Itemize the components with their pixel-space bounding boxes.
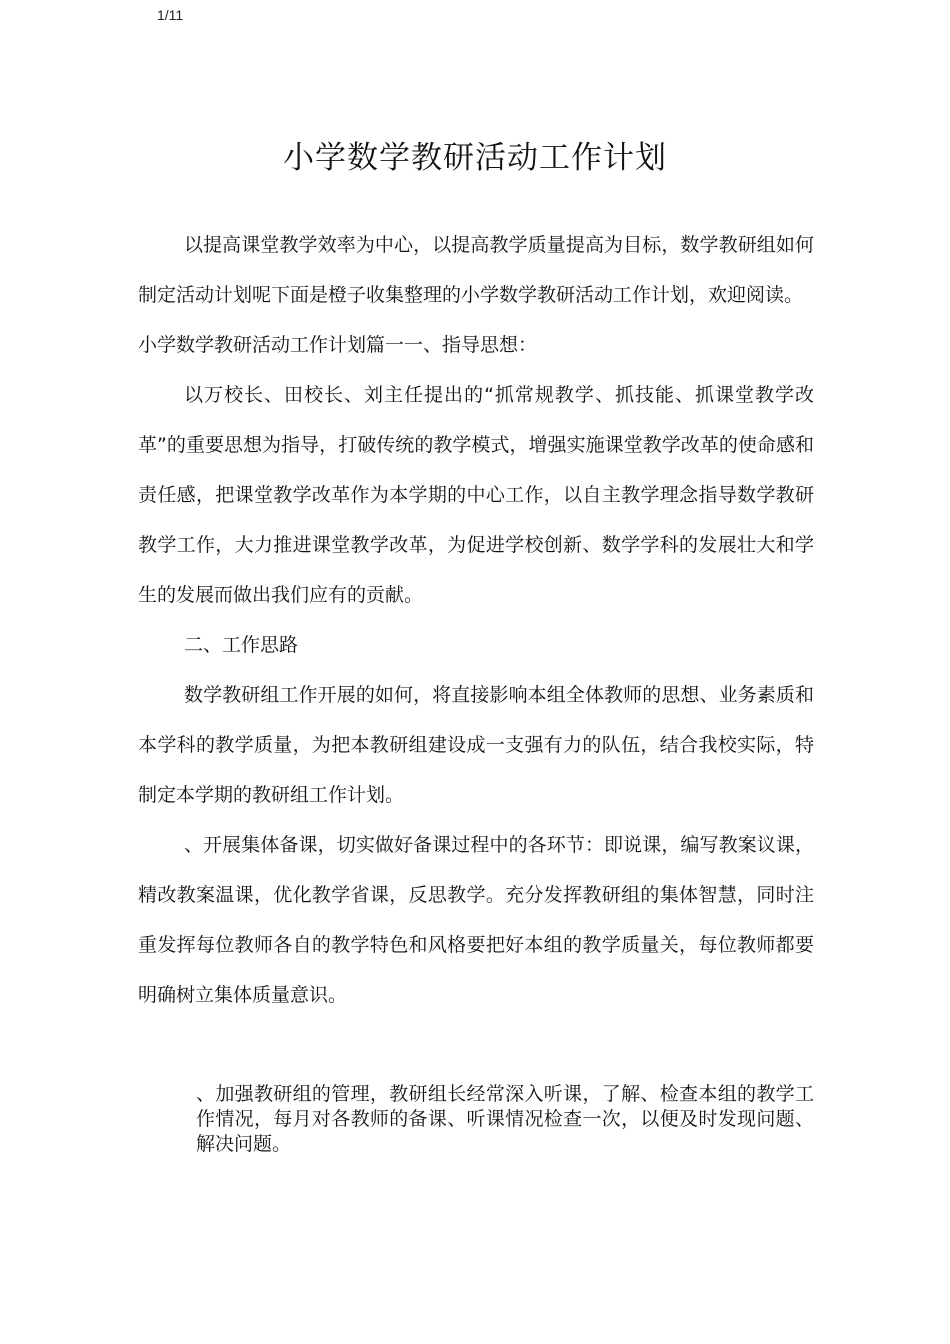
guiding-thought-paragraph: 以万校长、田校长、刘主任提出的“抓常规教学、抓技能、抓课堂教学改革”的重要思想为指导，打破传统的教学模式，增强实施课堂教学改革的使命感和责任感，把课堂教学改革作为本学期的中心工作，以自主教学理念指导数学教研教学工作，大力推进课堂教学改革，为促进学校创新、数学学科的发展壮大和学生的发展而做出我们应有的贡献。 [138,384,814,606]
management-paragraph: 、加强教研组的管理，教研组长经常深入听课，了解、检查本组的教学工作情况，每月对各教师的备课、听课情况检查一次，以便及时发现问题、解决问题。 [196,1083,814,1155]
document-title: 小学数学教研活动工作计划 [283,140,667,176]
intro-paragraph: 以提高课堂教学效率为中心，以提高教学质量提高为目标，数学教研组如何制定活动计划呢下面是橙子收集整理的小学数学教研活动工作计划，欢迎阅读。 [138,234,814,306]
section-heading-work-approach: 二、工作思路 [184,634,299,656]
collective-lesson-prep-paragraph: 、开展集体备课，切实做好备课过程中的各环节：即说课，编写教案议课，精改教案温课，优化教学省课，反思教学。充分发挥教研组的集体智慧，同时注重发挥每位教师各自的教学特色和风格要把好本组的教学质量关，每位教师都要明确树立集体质量意识。 [138,834,814,1006]
page-number: 1/11 [157,7,184,23]
document-body [138,220,814,1020]
work-approach-paragraph: 数学教研组工作开展的如何，将直接影响本组全体教师的思想、业务素质和本学科的教学质量，为把本教研组建设成一支强有力的队伍，结合我校实际，特制定本学期的教研组工作计划。 [138,684,814,806]
section-heading-guiding-thought: 小学数学教研活动工作计划篇一一、指导思想： [138,334,538,356]
